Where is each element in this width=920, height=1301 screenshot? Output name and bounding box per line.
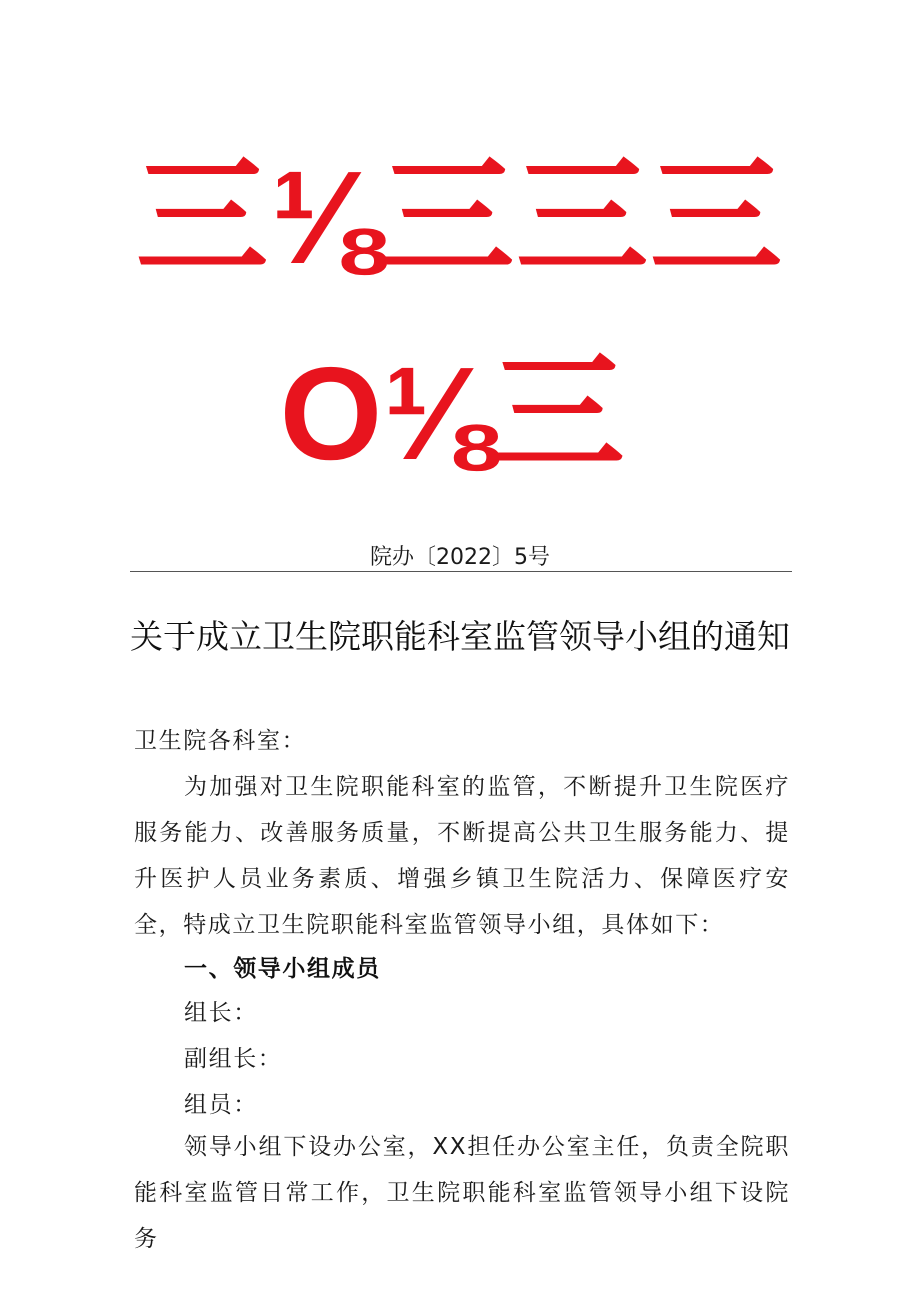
masthead-line-2: O⅛三 <box>279 340 625 487</box>
header-divider <box>130 571 792 572</box>
member-staff: 组员： <box>184 1092 258 1118</box>
body-paragraph-1: 为加强对卫生院职能科室的监管，不断提升卫生院医疗服务能力、改善服务质量，不断提高公共卫生服务能力、提升医护人员业务素质、增强乡镇卫生院活力、保障医疗安全，特成立卫生院职能科室监管领导小组，具体如下： <box>134 774 790 938</box>
salutation: 卫生院各科室： <box>134 728 307 754</box>
body-paragraph-2: 领导小组下设办公室，XX担任办公室主任，负责全院职能科室监管日常工作，卫生院职能科室监管领导小组下设院务 <box>134 1134 790 1252</box>
document-number: 院办〔2022〕5号 <box>370 545 550 570</box>
document-title: 关于成立卫生院职能科室监管领导小组的通知 <box>130 617 790 656</box>
member-leader: 组长： <box>184 1000 258 1026</box>
section-heading-1: 一、领导小组成员 <box>184 956 381 982</box>
masthead-line-1: 三⅛三三三 <box>135 144 785 291</box>
member-deputy: 副组长： <box>184 1046 283 1072</box>
